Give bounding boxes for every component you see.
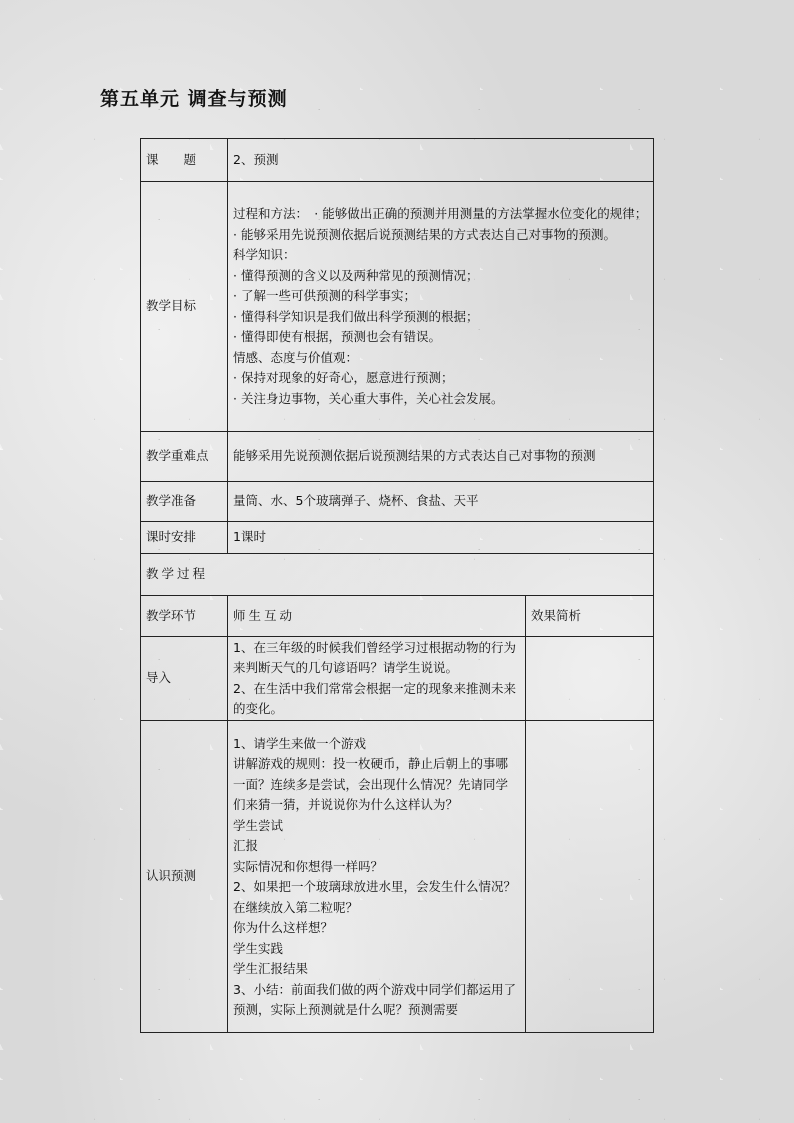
schedule-row xyxy=(141,522,654,554)
stage-row xyxy=(141,721,654,1033)
stage-line: 1、请学生来做一个游戏 xyxy=(233,735,366,751)
topic-label: 课 题 xyxy=(141,139,228,182)
page-title: 第五单元 调查与预测 xyxy=(100,88,288,110)
key-points-label: 教学重难点 xyxy=(141,432,228,482)
stage-content xyxy=(228,637,526,721)
stage-line: 2、如果把一个玻璃球放进水里，会发生什么情况？在继续放入第二粒呢？ xyxy=(233,879,516,915)
topic-value: 2、预测 xyxy=(228,139,654,182)
objectives-label: 教学目标 xyxy=(141,182,228,432)
key-points-value: 能够采用先说预测依据后说预测结果的方式表达自己对事物的预测 xyxy=(228,432,654,482)
schedule-label: 课时安排 xyxy=(141,522,228,554)
objective-line: 过程和方法： · 能够做出正确的预测并用测量的方法掌握水位变化的规律； xyxy=(233,206,648,221)
stage-line: 你为什么这样想？ xyxy=(233,920,334,935)
stage-line: 汇报 xyxy=(233,838,259,853)
preparation-value: 量筒、水、5个玻璃弹子、烧杯、食盐、天平 xyxy=(228,482,654,522)
objectives-content xyxy=(228,182,654,432)
objective-line: · 懂得即使有根据，预测也会有错误。 xyxy=(233,329,441,344)
objective-line: · 保持对现象的好奇心，愿意进行预测； xyxy=(233,370,454,385)
column-interaction-header: 师生互动 xyxy=(228,596,526,637)
topic-row xyxy=(141,139,654,182)
stage-line: 讲解游戏的规则：投一枚硬币，静止后朝上的事哪一面？连续多是尝试，会出现什么情况？先请同学们来猜一猜，并说说你为什么这样认为？ xyxy=(233,756,509,812)
key-points-row xyxy=(141,432,654,482)
column-analysis-header: 效果简析 xyxy=(526,596,654,637)
objective-line: · 懂得预测的含义以及两种常见的预测情况； xyxy=(233,267,479,283)
objective-line: 情感、态度与价值观： xyxy=(233,349,359,365)
lesson-plan-table xyxy=(140,138,654,1033)
stage-line: 1、在三年级的时候我们曾经学习过根据动物的行为来判断天气的几句谚语吗？请学生说说。 xyxy=(233,639,516,675)
stage-content xyxy=(228,721,526,1033)
stage-analysis xyxy=(526,721,654,1033)
process-header: 教学过程 xyxy=(141,554,654,596)
stage-line: 学生汇报结果 xyxy=(233,961,309,976)
columns-header-row xyxy=(141,596,654,637)
stage-analysis xyxy=(526,637,654,721)
objectives-row xyxy=(141,182,654,432)
stage-line: 实际情况和你想得一样吗？ xyxy=(233,858,384,874)
column-stage-header: 教学环节 xyxy=(141,596,228,637)
stage-line: 2、在生活中我们常常会根据一定的现象来推测未来的变化。 xyxy=(233,680,516,716)
stage-line: 学生实践 xyxy=(233,940,284,956)
objective-line: · 了解一些可供预测的科学事实； xyxy=(233,288,416,303)
process-header-row xyxy=(141,554,654,596)
objective-line: 科学知识： xyxy=(233,247,296,262)
objective-line: · 关注身边事物，关心重大事件，关心社会发展。 xyxy=(233,390,504,406)
stage-line: 学生尝试 xyxy=(233,817,284,833)
stage-name: 导入 xyxy=(141,637,228,721)
preparation-row xyxy=(141,482,654,522)
stage-line: 3、小结：前面我们做的两个游戏中同学们都运用了预测，实际上预测就是什么呢？预测需要 xyxy=(233,981,516,1017)
schedule-value: 1课时 xyxy=(228,522,654,554)
stage-name: 认识预测 xyxy=(141,721,228,1033)
objective-line: · 懂得科学知识是我们做出科学预测的根据； xyxy=(233,308,479,324)
objective-line: · 能够采用先说预测依据后说预测结果的方式表达自己对事物的预测。 xyxy=(233,226,616,242)
preparation-label: 教学准备 xyxy=(141,482,228,522)
stage-row xyxy=(141,637,654,721)
